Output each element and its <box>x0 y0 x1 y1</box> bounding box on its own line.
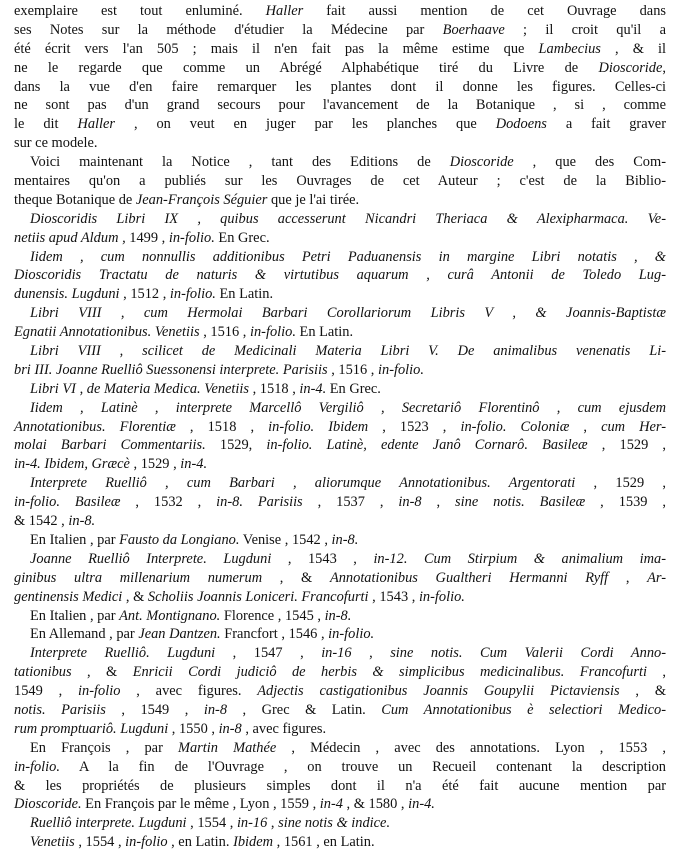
text-line: gentinensis Medici , & Scholiis Joannis Loniceri. Francofurti , 1543 , in-folio. <box>14 588 465 605</box>
text-line: ginibus ultra millenarium numerum , & Annotationibus Gualtheri Hermanni Ryff , Ar- <box>14 569 666 586</box>
text-line: mentaires qu'on a publiés sur les Ouvrages de cet Auteur ; c'est de la Biblio- <box>14 173 666 190</box>
text-line: rum promptuariô. Lugduni , 1550 , in-8 , avec figures. <box>14 720 327 737</box>
text-line: tationibus , & Enricii Cordi judiciô de herbis & simplicibus medicinalibus. Francofurti , <box>14 664 667 681</box>
text-line: & 1542 , in-8. <box>14 513 96 530</box>
text-line: in-folio. Basileæ , 1532 , in-8. Parisiis , 1537 , in-8 , sine notis. Basileæ , 1539 , <box>14 494 666 511</box>
text-line: netiis apud Aldum , 1499 , in-folio. En Grec. <box>14 229 270 246</box>
text-line: Joanne Ruelliô Interprete. Lugduni , 1543 , in-12. Cum Stirpium & animalium ima- <box>30 550 666 567</box>
text-line: notis. Parisiis , 1549 , in-8 , Grec & Latin. Cum Annotationibus è selectiori Medico- <box>14 701 666 718</box>
text-line: le dit Haller , on veut en juger par les planches que Dodoens a fait graver <box>14 116 666 133</box>
text-line: in-4. Ibidem, Græcè , 1529 , in-4. <box>14 456 208 473</box>
text-line: En Italien , par Ant. Montignano. Florence , 1545 , in-8. <box>30 607 352 624</box>
text-line: Iidem , cum nonnullis additionibus Petri Paduanensis in margine Libri notatis , & <box>30 248 666 265</box>
text-line: ne sont pas d'un grand secours pour l'avancement de la Botanique , si , comme <box>14 97 666 114</box>
text-line: sur ce modele. <box>14 135 98 152</box>
text-line: Venetiis , 1554 , in-folio , en Latin. Ibidem , 1561 , en Latin. <box>30 834 375 851</box>
text-line: En Allemand , par Jean Dantzen. Francfort , 1546 , in-folio. <box>30 626 375 643</box>
text-line: dunensis. Lugduni , 1512 , in-folio. En Latin. <box>14 286 274 303</box>
text-line: Dioscoride. En François par le même , Lyon , 1559 , in-4 , & 1580 , in-4. <box>14 796 435 813</box>
text-line: Annotationibus. Florentiæ , 1518 , in-folio. Ibidem , 1523 , in-folio. Coloniæ , cum Her- <box>14 418 666 435</box>
text-line: Libri VI , de Materia Medica. Venetiis , 1518 , in-4. En Grec. <box>30 380 381 397</box>
text-line: Dioscoridis Tractatu de naturis & virtutibus aquarum , curâ Antonii de Toledo Lug- <box>14 267 666 284</box>
text-line: & les propriétés de plusieurs simples dont il n'a été fait aucune mention par <box>14 777 666 794</box>
text-line: ne le regarde que comme un Abrégé Alphabétique tiré du Livre de Dioscoride, <box>14 59 666 76</box>
text-line: theque Botanique de Jean-François Séguier que je l'ai tirée. <box>14 191 360 208</box>
text-line: Libri VIII , scilicet de Medicinali Materia Libri V. De animalibus venenatis Li- <box>30 343 666 360</box>
text-line: exemplaire est tout enluminé. Haller fait aussi mention de cet Ouvrage dans <box>14 3 666 19</box>
text-line: bri III. Joanne Ruelliô Suessonensi interprete. Parisiis , 1516 , in-folio. <box>14 361 424 378</box>
text-line: in-folio. A la fin de l'Ouvrage , on trouve un Recueil contenant la description <box>14 758 666 775</box>
text-line: Libri VIII , cum Hermolai Barbari Corollariorum Libris V , & Joannis-Baptistæ <box>30 305 666 322</box>
page-text <box>14 2 666 852</box>
text-line: Voici maintenant la Notice , tant des Editions de Dioscoride , que des Com- <box>30 154 666 171</box>
text-line: 1549 , in-folio , avec figures. Adjectis castigationibus Joannis Goupylii Pictaviensis , & <box>14 683 667 700</box>
text-line: ses Notes sur la méthode d'étudier la Médecine par Boerhaave ; il croit qu'il a <box>14 21 666 38</box>
text-line: dans la vue d'en faire remarquer les plantes dont il donne les figures. Celles-ci <box>14 78 666 95</box>
text-line: Egnatii Annotationibus. Venetiis , 1516 , in-folio. En Latin. <box>14 324 354 341</box>
text-line: En François , par Martin Mathée , Médecin , avec des annotations. Lyon , 1553 , <box>30 739 666 756</box>
text-line: Iidem , Latinè , interprete Marcellô Vergiliô , Secretariô Florentinô , cum ejusdem <box>30 399 666 416</box>
text-line: Dioscoridis Libri IX , quibus accesserunt Nicandri Theriaca & Alexipharmaca. Ve- <box>30 210 666 227</box>
text-line: Interprete Ruelliô. Lugduni , 1547 , in-16 , sine notis. Cum Valerii Cordi Anno- <box>30 645 667 662</box>
text-line: Interprete Ruelliô , cum Barbari , aliorumque Annotationibus. Argentorati , 1529 , <box>30 475 666 492</box>
text-line: été écrit vers l'an 505 ; mais il n'en fait pas la même estime que Lambecius , & il <box>14 40 666 57</box>
text-line: molai Barbari Commentariis. 1529, in-folio. Latinè, edente Janô Cornarô. Basileæ , 1529 , <box>14 437 667 454</box>
text-line: En Italien , par Fausto da Longiano. Venise , 1542 , in-8. <box>30 531 359 548</box>
text-line: Ruelliô interprete. Lugduni , 1554 , in-16 , sine notis & indice. <box>30 815 391 832</box>
